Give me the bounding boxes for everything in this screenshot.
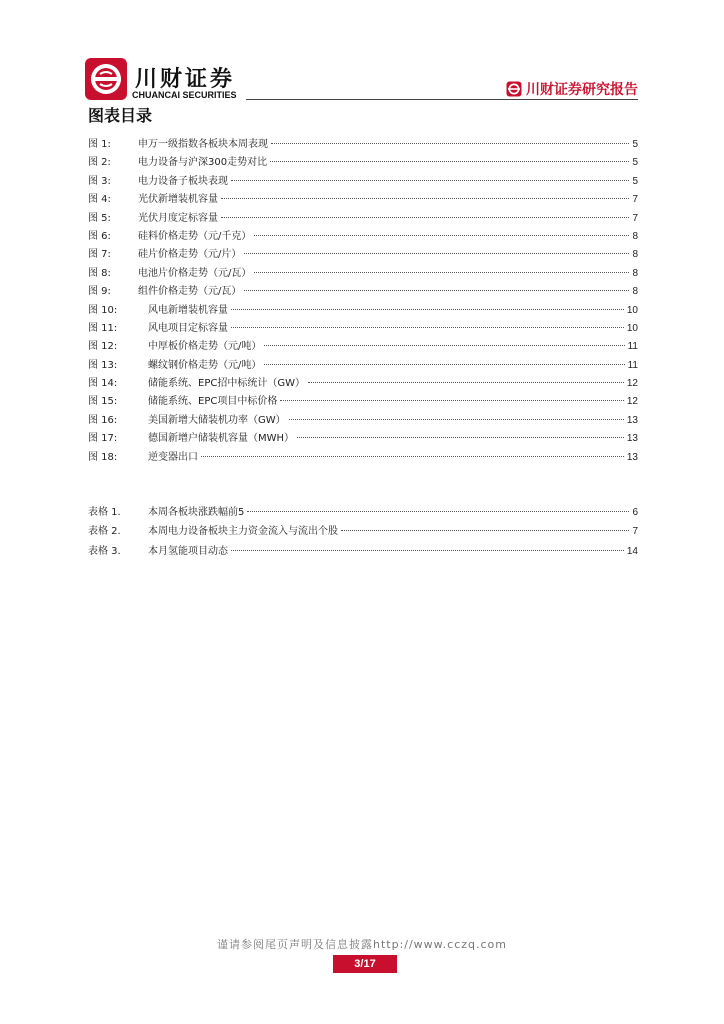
toc-leader-dots xyxy=(201,456,624,457)
toc-entry-title: 申万一级指数各板块本周表现 xyxy=(138,139,268,150)
toc-entry-title: 储能系统、EPC项目中标价格 xyxy=(148,396,278,408)
toc-entry[interactable] xyxy=(88,135,638,153)
toc-entry-title: 组件价格走势（元/瓦） xyxy=(138,286,242,298)
toc-leader-dots xyxy=(244,253,629,254)
toc-entry-title: 电池片价格走势（元/瓦） xyxy=(138,267,252,279)
toc-entry-label: 图 18: xyxy=(88,451,118,463)
toc-entry[interactable] xyxy=(88,337,638,355)
toc-entry-page: 13 xyxy=(626,433,638,445)
toc-entry-page: 10 xyxy=(626,322,638,334)
toc-entry[interactable] xyxy=(88,301,638,319)
toc-leader-dots xyxy=(289,419,624,420)
toc-leader-dots xyxy=(280,400,624,401)
figures-toc xyxy=(88,135,638,466)
toc-entry-page: 5 xyxy=(632,175,638,187)
toc-entry-label: 图 8: xyxy=(88,267,111,279)
toc-entry-title: 储能系统、EPC招中标统计（GW） xyxy=(148,378,305,390)
toc-entry-page: 11 xyxy=(627,359,638,371)
company-logo-icon xyxy=(85,58,127,100)
header-divider xyxy=(246,99,638,100)
toc-entry-page: 12 xyxy=(626,378,638,390)
toc-entry-page: 5 xyxy=(632,157,638,169)
toc-entry[interactable] xyxy=(88,153,638,171)
toc-entry[interactable] xyxy=(88,411,638,429)
toc-entry-page: 7 xyxy=(632,194,638,206)
toc-entry-title: 美国新增大储装机功率（GW） xyxy=(148,414,286,426)
toc-entry-label: 图 1: xyxy=(88,139,111,150)
toc-entry-page: 11 xyxy=(627,341,638,353)
toc-entry-title: 德国新增户储装机容量（MWH） xyxy=(148,433,295,445)
toc-leader-dots xyxy=(271,143,629,144)
toc-entry-page: 14 xyxy=(626,545,638,557)
toc-entry-label: 图 14: xyxy=(88,378,118,390)
toc-entry-label: 表格 3. xyxy=(88,545,121,557)
toc-entry-title: 中厚板价格走势（元/吨） xyxy=(148,341,262,353)
toc-entry[interactable] xyxy=(88,392,638,410)
toc-entry-title: 风电项目定标容量 xyxy=(148,322,228,334)
toc-entry[interactable] xyxy=(88,172,638,190)
toc-entry-title: 电力设备与沪深300走势对比 xyxy=(138,157,268,169)
toc-entry[interactable] xyxy=(88,282,638,300)
toc-entry-label: 图 7: xyxy=(88,249,111,261)
toc-entry-page: 10 xyxy=(626,304,638,316)
toc-entry-label: 图 3: xyxy=(88,175,111,187)
toc-entry-title: 逆变器出口 xyxy=(148,451,198,463)
toc-entry-label: 图 17: xyxy=(88,433,118,445)
toc-entry[interactable] xyxy=(88,503,638,522)
toc-entry-title: 光伏新增装机容量 xyxy=(138,194,218,206)
toc-entry-page: 7 xyxy=(632,526,638,538)
toc-entry-label: 表格 2. xyxy=(88,526,121,538)
toc-entry-label: 图 9: xyxy=(88,286,111,298)
toc-entry[interactable] xyxy=(88,245,638,263)
logo-text-cn: 川财证券 xyxy=(135,67,236,92)
toc-leader-dots xyxy=(221,198,629,199)
toc-entry-title: 本周各板块涨跌幅前5 xyxy=(148,507,245,518)
toc-entry-title: 硅片价格走势（元/片） xyxy=(138,249,242,261)
toc-leader-dots xyxy=(231,180,629,181)
toc-entry-title: 本周电力设备板块主力资金流入与流出个股 xyxy=(148,526,338,538)
toc-entry[interactable] xyxy=(88,319,638,337)
toc-entry-page: 6 xyxy=(632,507,638,518)
toc-entry-page: 8 xyxy=(632,267,638,279)
toc-entry-title: 螺纹钢价格走势（元/吨） xyxy=(148,359,262,371)
brand-icon xyxy=(506,81,522,97)
toc-entry-label: 图 6: xyxy=(88,230,111,242)
toc-entry-page: 5 xyxy=(632,139,638,150)
toc-entry-page: 8 xyxy=(632,249,638,261)
toc-leader-dots xyxy=(231,327,624,328)
toc-entry-page: 12 xyxy=(626,396,638,408)
toc-leader-dots xyxy=(231,550,624,551)
toc-entry[interactable] xyxy=(88,429,638,447)
section-title: 图表目录 xyxy=(88,106,153,125)
toc-entry-label: 表格 1. xyxy=(88,507,121,518)
toc-leader-dots xyxy=(231,309,624,310)
toc-entry[interactable] xyxy=(88,542,638,561)
toc-entry-label: 图 4: xyxy=(88,194,111,206)
toc-entry-page: 13 xyxy=(626,451,638,463)
toc-leader-dots xyxy=(341,530,629,531)
toc-entry[interactable] xyxy=(88,209,638,227)
toc-leader-dots xyxy=(247,511,629,512)
toc-leader-dots xyxy=(254,272,629,273)
toc-entry-title: 硅料价格走势（元/千克） xyxy=(138,230,252,242)
toc-entry-label: 图 5: xyxy=(88,212,111,224)
toc-entry[interactable] xyxy=(88,356,638,374)
toc-entry-label: 图 12: xyxy=(88,341,118,353)
toc-entry-title: 光伏月度定标容量 xyxy=(138,212,218,224)
logo-text-en: CHUANCAI SECURITIES xyxy=(132,90,237,100)
toc-entry[interactable] xyxy=(88,190,638,208)
report-brand xyxy=(506,79,638,99)
toc-entry[interactable] xyxy=(88,522,638,541)
toc-leader-dots xyxy=(221,217,629,218)
report-brand-label: 川财证券研究报告 xyxy=(526,82,638,98)
toc-entry-label: 图 13: xyxy=(88,359,118,371)
toc-leader-dots xyxy=(264,345,624,346)
toc-entry-label: 图 10: xyxy=(88,304,118,316)
toc-entry[interactable] xyxy=(88,374,638,392)
toc-entry-page: 7 xyxy=(632,212,638,224)
page-indicator: 3/17 xyxy=(333,955,397,973)
toc-entry-page: 8 xyxy=(632,230,638,242)
toc-entry-title: 风电新增装机容量 xyxy=(148,304,228,316)
toc-entry-title: 本月氢能项目动态 xyxy=(148,545,228,557)
toc-entry-page: 13 xyxy=(626,414,638,426)
toc-entry[interactable] xyxy=(88,227,638,245)
toc-entry-title: 电力设备子板块表现 xyxy=(138,175,228,187)
toc-entry-label: 图 15: xyxy=(88,396,118,408)
toc-leader-dots xyxy=(254,235,629,236)
toc-entry[interactable] xyxy=(88,448,638,466)
toc-entry-label: 图 2: xyxy=(88,157,111,169)
footer-disclaimer: 谨请参阅尾页声明及信息披露http://www.cczq.com xyxy=(216,938,507,951)
toc-leader-dots xyxy=(297,437,624,438)
toc-entry[interactable] xyxy=(88,264,638,282)
toc-entry-label: 图 16: xyxy=(88,414,118,426)
toc-leader-dots xyxy=(308,382,624,383)
toc-entry-label: 图 11: xyxy=(88,322,118,334)
toc-entry-page: 8 xyxy=(632,286,638,298)
toc-leader-dots xyxy=(264,364,624,365)
toc-leader-dots xyxy=(244,290,629,291)
tables-toc xyxy=(88,503,638,561)
toc-leader-dots xyxy=(270,161,629,162)
